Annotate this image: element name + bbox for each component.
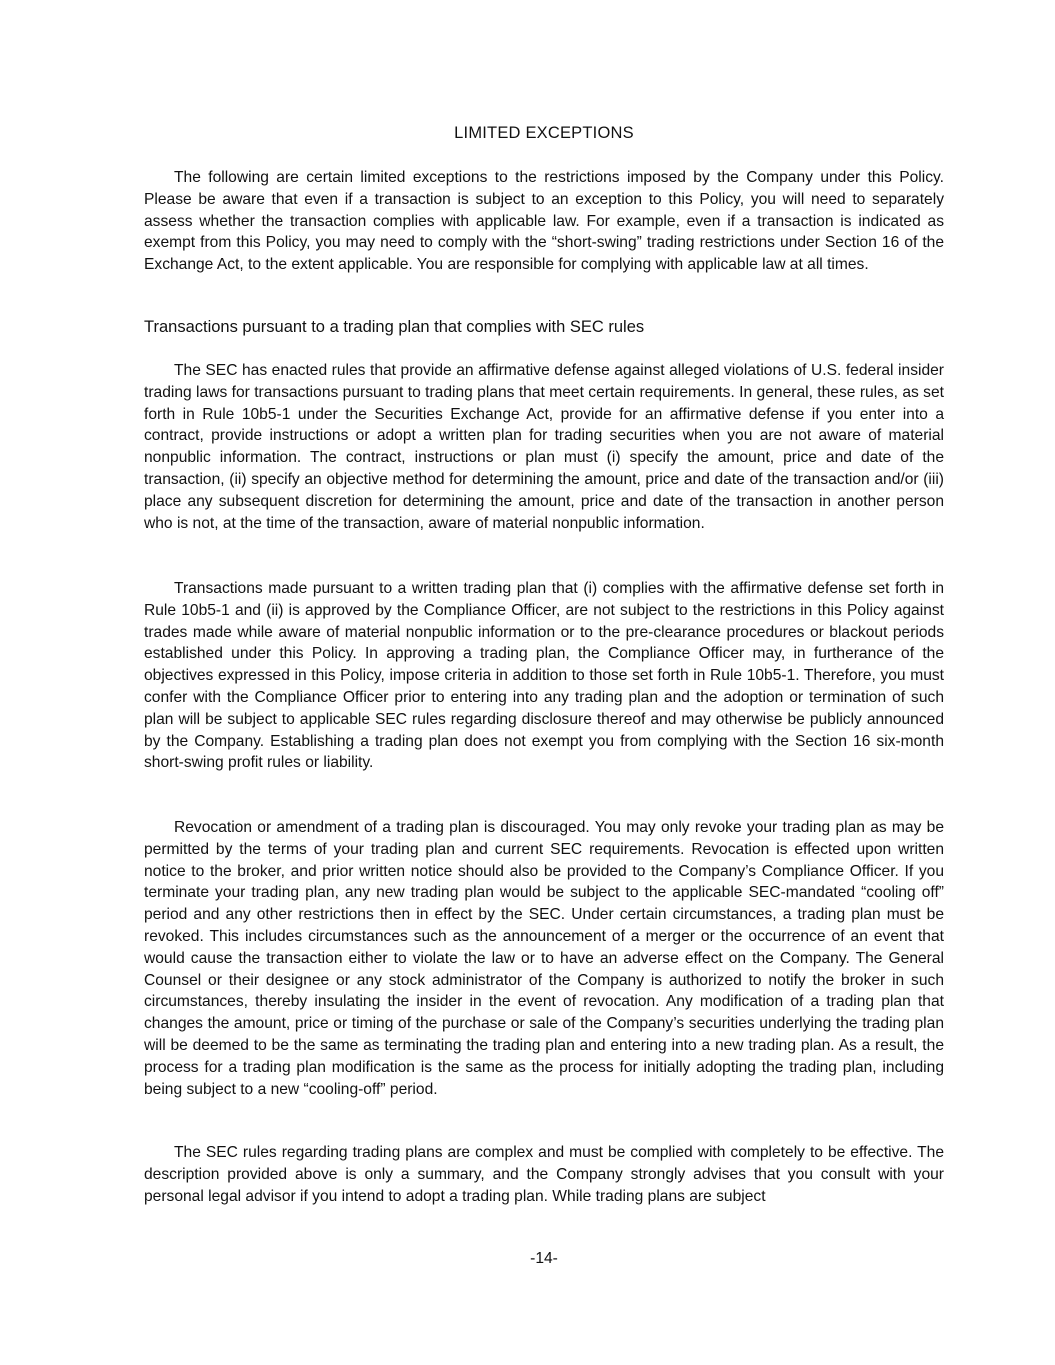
paragraph-complex-rules: The SEC rules regarding trading plans are complex and must be complied with completely to be effective. The description provided above is only a summary, and the Company strongly advises that you consult with your personal legal advisor if you intend to adopt a trading plan. While trading plans are subject: [144, 1144, 944, 1205]
paragraph-sec-rules: The SEC has enacted rules that provide an affirmative defense against alleged violations of U.S. federal insider trading laws for transactions pursuant to trading plans that meet certain requirements. In general, these rules, as set forth in Rule 10b5-1 under the Securities Exchange Act, provide for an affirmative defense if you enter into a contract, provide instructions or adopt a written plan for trading securities when you are not aware of material nonpublic information. The contract, instructions or plan must (i) specify the amount, price and date of the transaction, (ii) specify an objective method for determining the amount, price and date of the transaction and/or (iii) place any subsequent discretion for determining the amount, price and date of the transaction in another person who is not, at the time of the transaction, aware of material nonpublic information.: [144, 362, 944, 532]
page-number: -14-: [530, 1250, 558, 1267]
document-page: [144, 0, 944, 1365]
paragraph-intro: The following are certain limited exceptions to the restrictions imposed by the Company under this Policy. Please be aware that even if a transaction is subject to an exception to this Policy, you will need to separately assess whether the transaction complies with applicable law. For example, even if a transaction is indicated as exempt from this Policy, you may need to comply with the “short-swing” trading restrictions under Section 16 of the Exchange Act, to the extent applicable. You are responsible for complying with applicable law at all times.: [144, 169, 944, 274]
section-heading: LIMITED EXCEPTIONS: [454, 124, 634, 142]
paragraph-written-plan: Transactions made pursuant to a written trading plan that (i) complies with the affirmative defense set forth in Rule 10b5-1 and (ii) is approved by the Compliance Officer, are not subject to the restrictions in this Policy against trades made while aware of material nonpublic information or to the pre-clearance procedures or blackout periods established under this Policy. In approving a trading plan, the Compliance Officer may, in furtherance of the objectives expressed in this Policy, impose criteria in addition to those set forth in Rule 10b5-1. Therefore, you must confer with the Compliance Officer prior to entering into any trading plan and the adoption or termination of such plan will be subject to applicable SEC rules regarding disclosure thereof and may otherwise be publicly announced by the Company. Establishing a trading plan does not exempt you from complying with the Section 16 six-month short-swing profit rules or liability.: [144, 580, 944, 772]
subsection-heading: Transactions pursuant to a trading plan that complies with SEC rules: [144, 318, 645, 336]
paragraph-revocation: Revocation or amendment of a trading plan is discouraged. You may only revoke your trading plan as may be permitted by the terms of your trading plan and current SEC requirements. Revocation is effected upon written notice to the broker, and prior written notice should also be provided to the Company’s Compliance Officer. If you terminate your trading plan, any new trading plan would be subject to the applicable SEC-mandated “cooling off” period and any other restrictions then in effect by the SEC. Under certain circumstances, a trading plan must be revoked. This includes circumstances such as the announcement of a merger or the occurrence of an event that would cause the transaction either to violate the law or to have an adverse effect on the Company. The General Counsel or their designee or any stock administrator of the Company is authorized to notify the broker in such circumstances, thereby insulating the insider in the event of revocation. Any modification of a trading plan that changes the amount, price or timing of the purchase or sale of the Company’s securities underlying the trading plan will be deemed to be the same as terminating the trading plan and entering into a new trading plan. As a result, the process for a trading plan modification is the same as the process for initially adopting the trading plan, including being subject to a new “cooling-off” period.: [144, 819, 944, 1098]
